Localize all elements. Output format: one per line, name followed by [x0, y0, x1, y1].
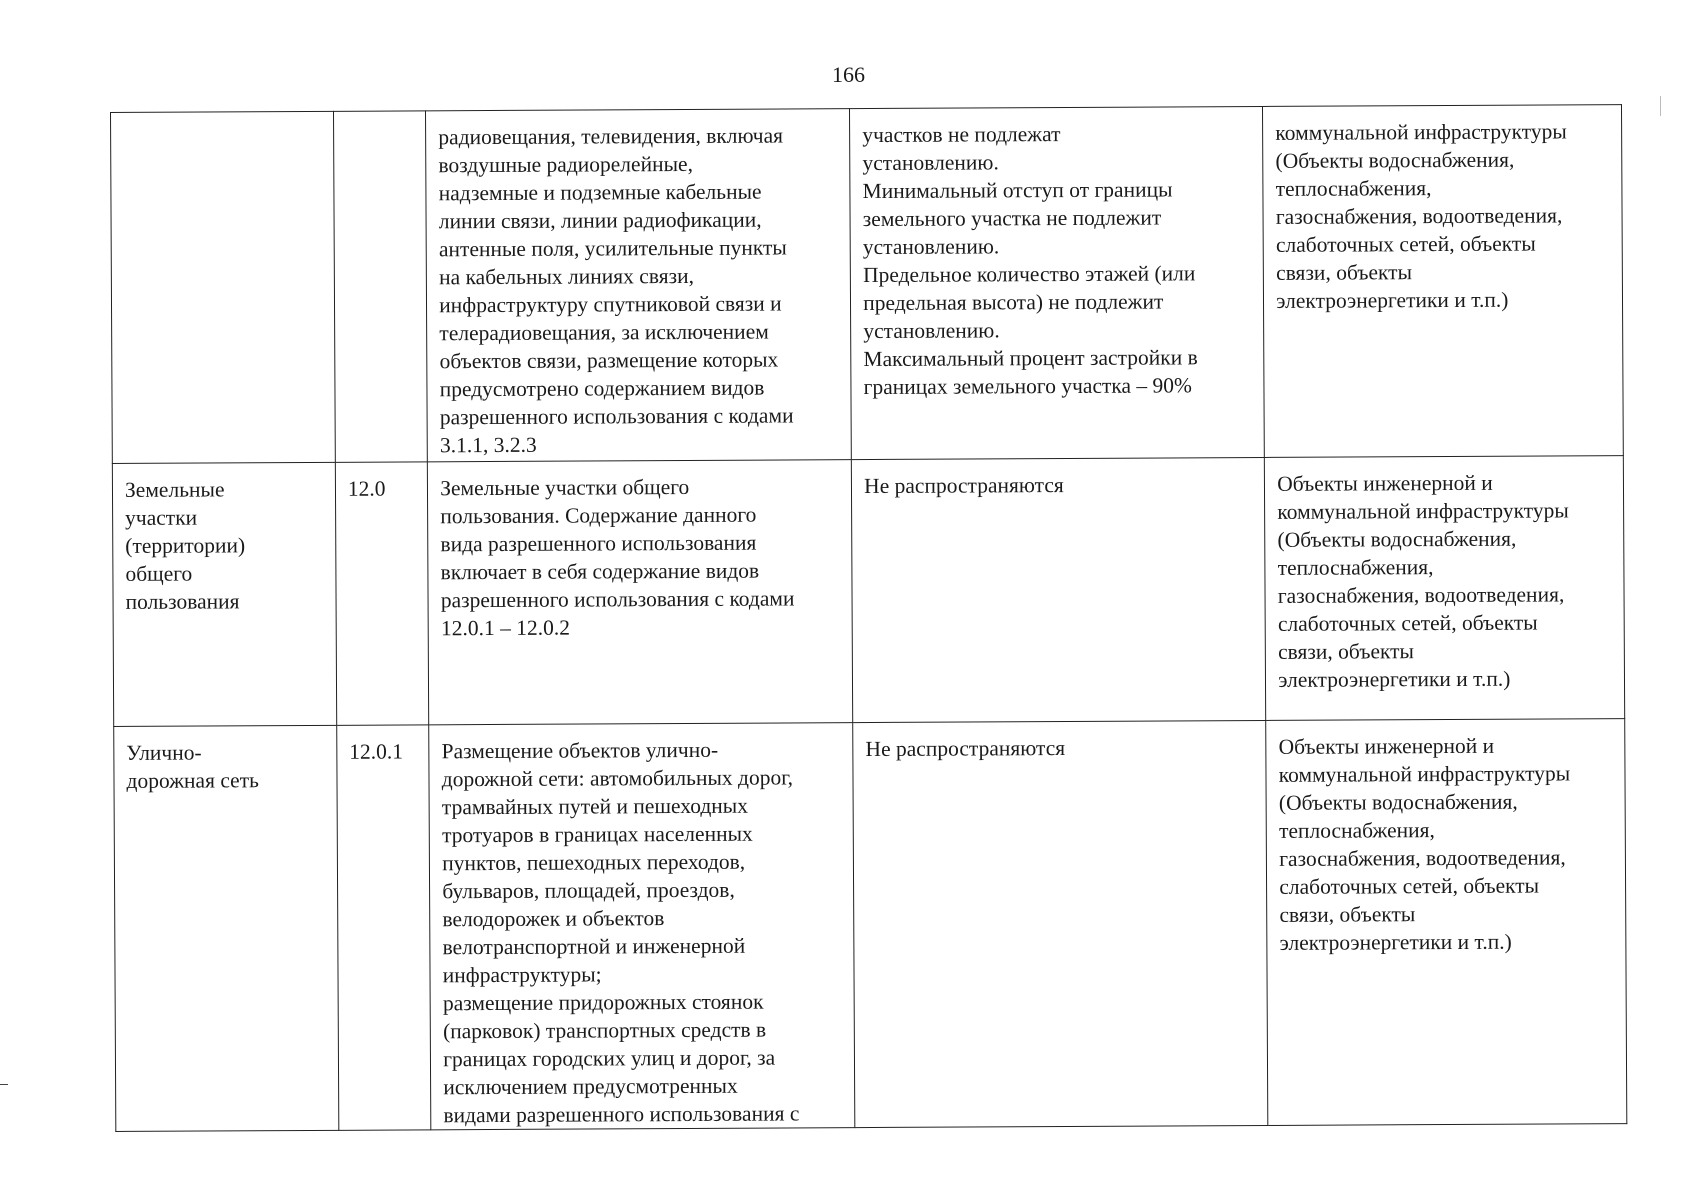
table-row [114, 719, 1627, 1132]
land-use-description: Размещение объектов улично- дорожной сети: автомобильных дорог, трамвайных путей и пешеходных тротуаров в границах населенных пунктов, пешеходных переходов, бульваров, площадей, проездов, велодорожек и объектов велотранспортной и инженерной инфраструктуры; размещение придорожных стоянок (парковок) транспортных средств в границах городских улиц и дорог, за исключением предусмотренных видами разрешенного использования с [441, 737, 800, 1128]
land-use-description: радиовещания, телевидения, включая воздушные радиорелейные, надземные и подземные кабельные линии связи, линии радиофикации, антенные поля, усилительные пункты на кабельных линиях связи, инфраструктуру спутниковой связи и телерадиовещания, за исключением объектов связи, размещение которых предусмотрено содержанием видов разрешенного использования с кодами 3.1.1, 3.2.3 [438, 123, 794, 458]
parameters-cell [852, 457, 1266, 722]
land-use-name: Улично- дорожная сеть [126, 740, 259, 793]
table-row [111, 105, 1624, 464]
description-cell [426, 109, 852, 462]
land-use-name [123, 124, 323, 125]
auxiliary-objects-cell [1265, 456, 1625, 721]
construction-parameters: Не распространяются [864, 473, 1064, 499]
auxiliary-objects-cell [1266, 719, 1627, 1126]
land-use-name: Земельные участки (территории) общего пользования [124, 477, 246, 614]
land-use-code-cell [333, 111, 427, 462]
regulations-table-wrapper [110, 104, 1627, 1128]
land-use-code: 12.0.1 [349, 739, 404, 764]
regulations-table [110, 104, 1627, 1132]
land-use-code: 12.0 [347, 476, 386, 501]
land-use-name-cell [114, 725, 339, 1131]
parameters-cell [850, 106, 1265, 459]
construction-parameters: Не распространяются [865, 736, 1066, 762]
description-cell [428, 460, 853, 725]
page-number: 166 [832, 62, 865, 87]
land-use-name-cell [111, 111, 336, 463]
description-cell [429, 723, 855, 1130]
auxiliary-objects: Объекты инженерной и коммунальной инфраструктуры (Объекты водоснабжения, теплоснабжения, газоснабжения, водоотведения, слаботочных сетей, объекты связи, объекты электроэнергетики и т.п.) [1277, 470, 1569, 692]
land-use-name-cell [112, 462, 336, 726]
construction-parameters: участков не подлежат установлению. Минимальный отступ от границы земельного участка не подлежит установлению. Предельное количество этажей (или предельная высота) не подлежит установлению. Максимальный процент застройки в границах земельного участка – 90% [862, 122, 1198, 400]
table-row [112, 456, 1624, 727]
land-use-code-cell [335, 462, 429, 725]
scan-artifact [1660, 96, 1671, 116]
margin-mark [0, 1084, 8, 1085]
parameters-cell [853, 720, 1268, 1127]
auxiliary-objects-cell [1263, 105, 1624, 458]
land-use-description: Земельные участки общего пользования. Содержание данного вида разрешенного использования включает в себя содержание видов разрешенного использования с кодами 12.0.1 – 12.0.2 [440, 474, 795, 641]
auxiliary-objects: Объекты инженерной и коммунальной инфраструктуры (Объекты водоснабжения, теплоснабжения, газоснабжения, водоотведения, слаботочных сетей, объекты связи, объекты электроэнергетики и т.п.) [1278, 733, 1571, 955]
land-use-code-cell [337, 725, 432, 1130]
auxiliary-objects: коммунальной инфраструктуры (Объекты водоснабжения, теплоснабжения, газоснабжения, водоотведения, слаботочных сетей, объекты связи, объекты электроэнергетики и т.п.) [1275, 119, 1567, 313]
